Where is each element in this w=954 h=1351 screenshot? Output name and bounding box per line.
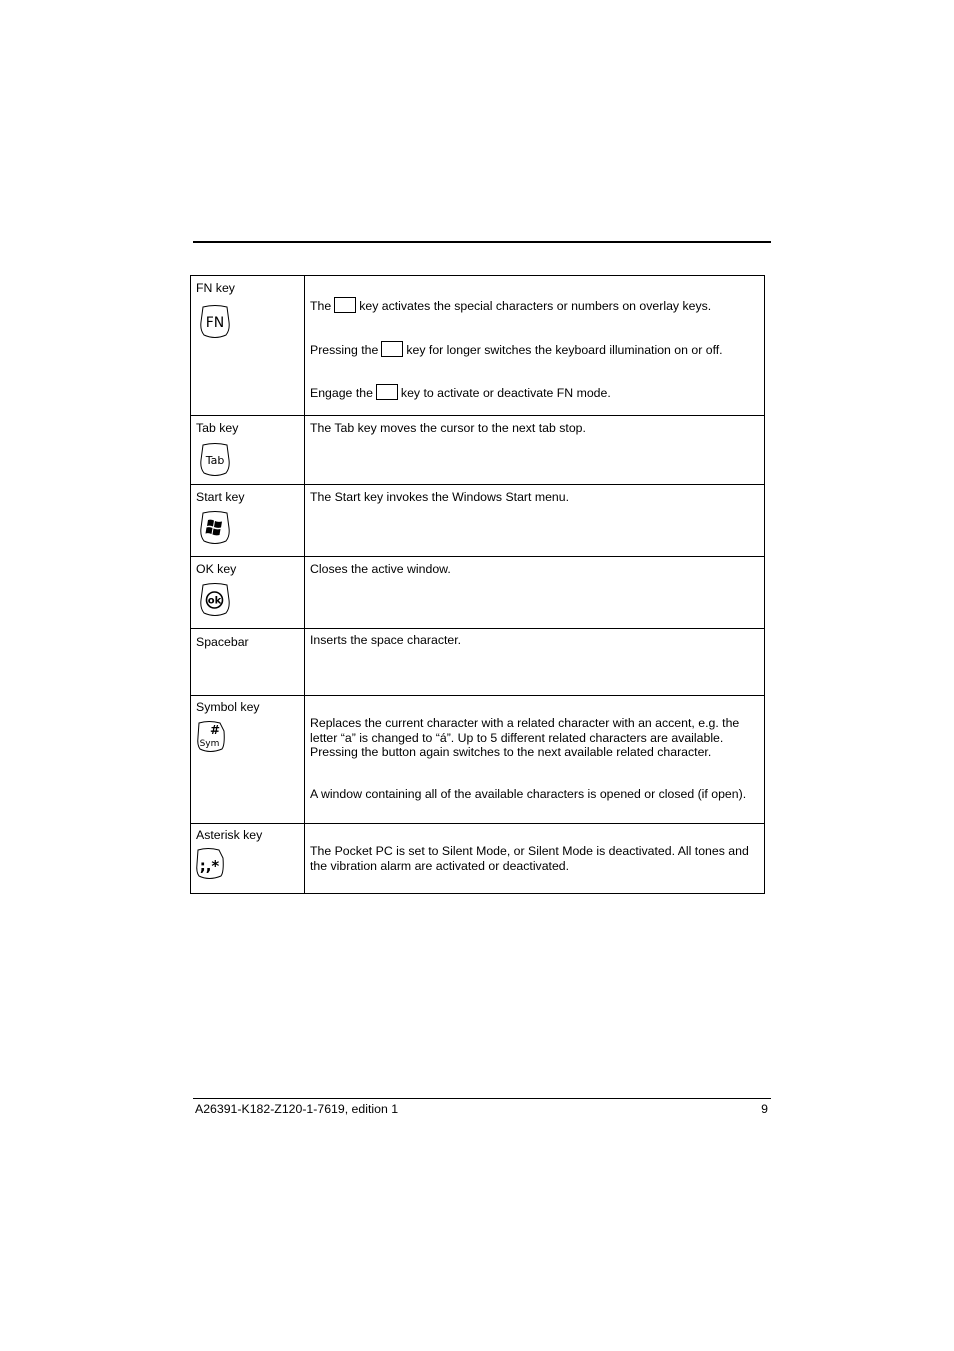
- description-text: The Pocket PC is set to Silent Mode, or Silent Mode is deactivated. All tones and the vibration alarm are activated or deactivated.: [310, 844, 749, 873]
- table-row: [191, 696, 765, 824]
- table-row: [191, 629, 765, 696]
- description-text: Closes the active window.: [310, 562, 451, 576]
- key-name-cell: [191, 485, 305, 557]
- description-text: The Tab key moves the cursor to the next tab stop.: [310, 421, 586, 435]
- key-name: Start key: [196, 490, 245, 504]
- svg-text:Tab: Tab: [205, 453, 225, 467]
- svg-text:;,*: ;,*: [199, 856, 220, 875]
- table-row: [191, 557, 765, 629]
- header-rule: [193, 241, 771, 243]
- svg-text:FN: FN: [205, 314, 225, 331]
- key-name-cell: [191, 824, 305, 894]
- key-name: FN key: [196, 281, 235, 295]
- tab-key-icon: [199, 442, 304, 478]
- inline-key-placeholder: [334, 297, 356, 313]
- symbol-key-icon: [196, 719, 304, 755]
- table-row: [191, 485, 765, 557]
- table-row: [191, 276, 765, 416]
- asterisk-key-icon: [195, 846, 304, 882]
- description-paragraph: A window containing all of the available characters is opened or closed (if open).: [310, 786, 747, 801]
- description-paragraph: Pressing the key for longer switches the keyboard illumination on or off.: [310, 342, 723, 357]
- description-text: The Start key invokes the Windows Start menu.: [310, 490, 570, 504]
- inline-key-placeholder: [381, 341, 403, 357]
- key-description-cell: [305, 416, 765, 485]
- table-row: [191, 824, 765, 894]
- key-name-cell: [191, 629, 305, 696]
- key-description-cell: [305, 276, 765, 416]
- page-number: 9: [761, 1102, 768, 1116]
- key-reference-table: [190, 275, 765, 894]
- key-description-cell: [305, 696, 765, 824]
- key-description-cell: [305, 485, 765, 557]
- ok-key-icon: [199, 582, 304, 618]
- windows-start-key-icon: [199, 510, 304, 546]
- key-name: Spacebar: [196, 635, 249, 649]
- description-paragraph: The key activates the special characters or numbers on overlay keys.: [310, 299, 712, 313]
- document-id: A26391-K182-Z120-1-7619, edition 1: [195, 1102, 399, 1116]
- svg-text:#: #: [209, 722, 221, 737]
- key-description-cell: [305, 557, 765, 629]
- key-name: Symbol key: [196, 700, 260, 714]
- description-text: Inserts the space character.: [310, 633, 462, 647]
- key-name: OK key: [196, 562, 237, 576]
- description-paragraph: Engage the key to activate or deactivate FN mode.: [310, 386, 611, 400]
- key-name-cell: [191, 696, 305, 824]
- footer-rule: [193, 1098, 771, 1099]
- key-name: Tab key: [196, 421, 239, 435]
- svg-text:Sym: Sym: [199, 738, 220, 749]
- description-paragraph: Replaces the current character with a related character with an accent, e.g. the letter “a” is changed to “á”. Up to 5 different related characters are available. Pressing the button again switches to the next available related character.: [310, 716, 740, 759]
- key-name-cell: [191, 557, 305, 629]
- table-row: [191, 416, 765, 485]
- fn-key-icon: [199, 304, 304, 340]
- key-description-cell: [305, 629, 765, 696]
- key-description-cell: [305, 824, 765, 894]
- key-name: Asterisk key: [196, 828, 263, 842]
- svg-text:ok: ok: [207, 595, 222, 606]
- inline-key-placeholder: [376, 384, 398, 400]
- key-name-cell: [191, 416, 305, 485]
- key-name-cell: [191, 276, 305, 416]
